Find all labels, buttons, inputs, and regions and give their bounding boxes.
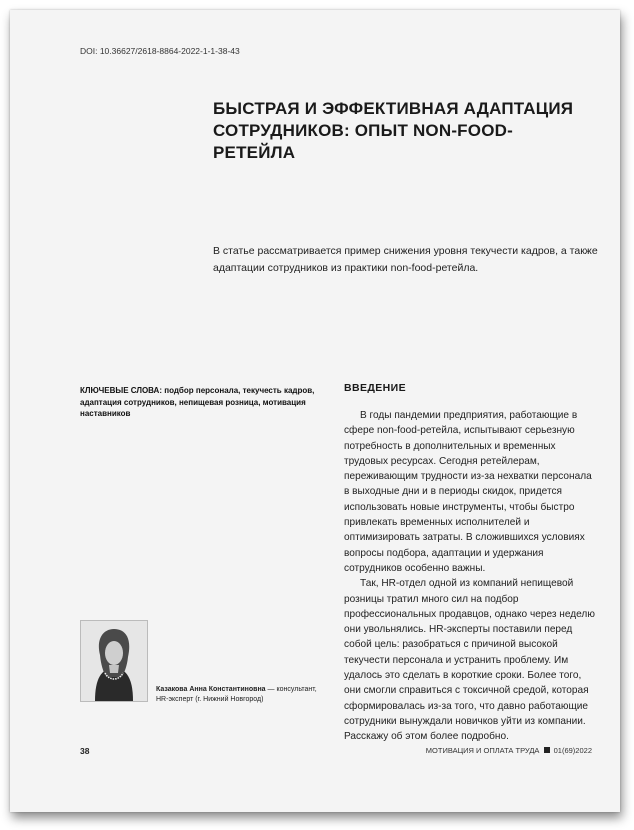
- author-photo: [80, 620, 148, 702]
- body-paragraph: В годы пандемии предприятия, работающие в сфере non-food-ретейла, испытывают серьезную потребность в дополнительных и временных трудовых ресурсах. Сегодня ретейлерам, переживающим трудности из-за нехватки персонала в выходные дни и в периоды скидок, придется использовать новые инструменты, чтобы быстро привлекать временных исполнителей и оптимизировать затраты. В сложившихся условиях вопросы подбора, адаптации и удержания сотрудников особенно важны.: [344, 410, 592, 574]
- journal-name: МОТИВАЦИЯ И ОПЛАТА ТРУДА: [425, 746, 540, 755]
- article-body: [344, 408, 596, 745]
- journal-issue: 01(69)2022: [553, 746, 592, 755]
- page-number: 38: [80, 746, 90, 756]
- footer-journal: [426, 746, 592, 755]
- body-paragraph: Так, HR-отдел одной из компаний непищевой розницы тратил много сил на подбор профессиональных продавцов, однако через неделю они увольнялись. HR-эксперты поставили перед собой цель: разобраться с причиной высокой текучести персонала и устранить проблему. Им удалось это сделать в короткие сроки. Более того, они смогли справиться с токсичной средой, которая сформировалась из-за того, что давно работающие сотрудники вынуждали новичков уйти из компании. Расскажу об этом более подробно.: [344, 578, 595, 743]
- square-icon: [544, 747, 550, 753]
- article-title: БЫСТРАЯ И ЭФФЕКТИВНАЯ АДАПТАЦИЯ СОТРУДНИКОВ: ОПЫТ NON-FOOD-РЕТЕЙЛА: [213, 99, 574, 162]
- author-portrait-image: [81, 621, 147, 701]
- author-name: Казакова Анна Константиновна: [156, 686, 266, 693]
- journal-page: [10, 10, 620, 812]
- article-abstract: В статье рассматривается пример снижения уровня текучести кадров, а также адаптации сотрудников из практики non-food-ретейла.: [213, 245, 598, 274]
- section-heading: ВВЕДЕНИЕ: [344, 382, 406, 394]
- keywords-label: КЛЮЧЕВЫЕ СЛОВА:: [80, 386, 162, 395]
- keywords-block: [80, 385, 330, 420]
- author-role: — консультант, HR-эксперт (г. Нижний Новгород): [156, 686, 317, 703]
- author-info: [156, 685, 331, 705]
- keywords-list: подбор персонала, текучесть кадров, адаптация сотрудников, непищевая розница, мотивация наставников: [80, 386, 315, 418]
- doi-line: DOI: 10.36627/2618-8864-2022-1-1-38-43: [80, 46, 240, 56]
